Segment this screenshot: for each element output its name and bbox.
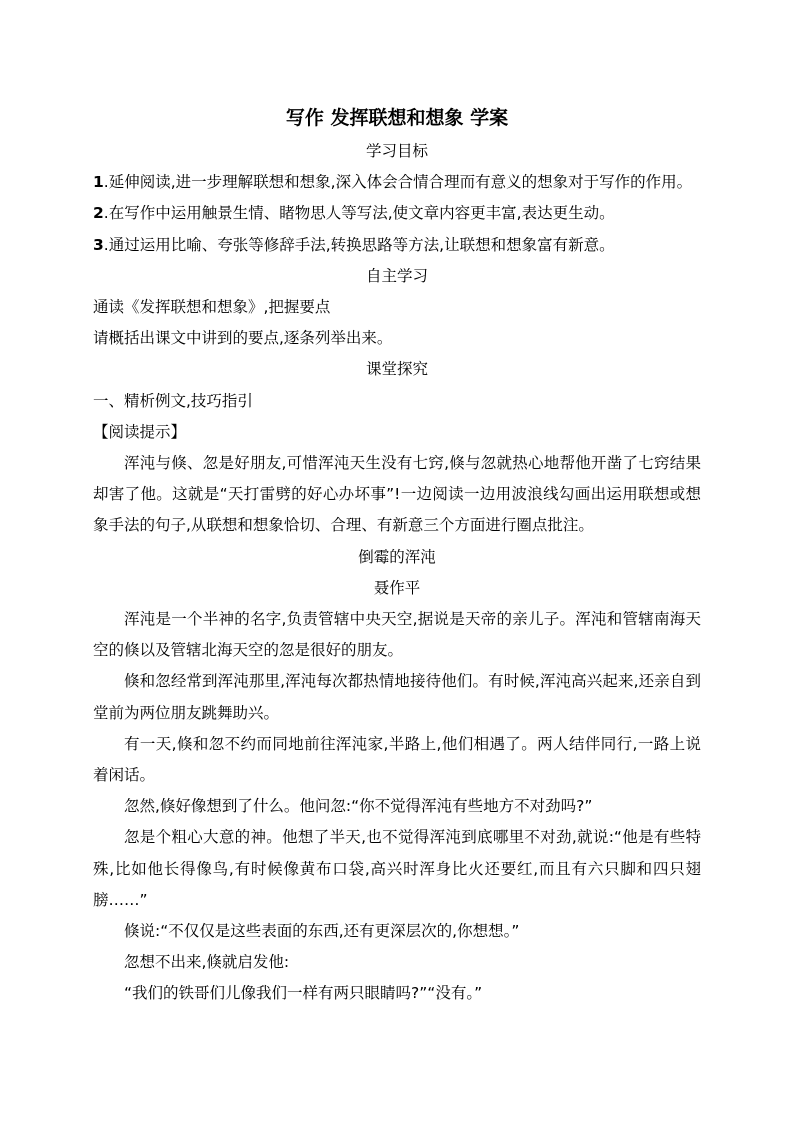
- part1-heading: 一、精析例文,技巧指引: [93, 391, 253, 410]
- goal-number: 3: [93, 235, 104, 254]
- story-title: 倒霉的浑沌: [358, 547, 436, 566]
- goal-number: 1: [93, 173, 104, 192]
- goal-text: .在写作中运用触景生情、睹物思人等写法,使文章内容更丰富,表达更生动。: [103, 204, 615, 223]
- self-study-line-1: 通读《发挥联想和想象》,把握要点: [93, 298, 331, 317]
- goal-item-1: [93, 167, 701, 198]
- goals-heading: 学习目标: [365, 142, 428, 160]
- reading-tip-paragraph: 浑沌与倏、忽是好朋友,可惜浑沌天生没有七窍,倏与忽就热心地帮他开凿了七窍结果却害了他。这就是“天打雷劈的好心办坏事”!一边阅读一边用波浪线勾画出运用联想或想象手法的句子,从联想和想象恰切、合理、有新意三个方面进行圈点批注。: [93, 454, 701, 535]
- self-study-line-2: 请概括出课文中讲到的要点,逐条列举出来。: [93, 329, 393, 348]
- goal-item-3: [93, 230, 701, 261]
- story-paragraph: 有一天,倏和忽不约而同地前往浑沌家,半路上,他们相遇了。两人结伴同行,一路上说着闲话。: [93, 734, 701, 785]
- class-heading: 课堂探究: [365, 360, 428, 379]
- goal-item-2: [93, 198, 701, 229]
- story-paragraph: 忽然,倏好像想到了什么。他问忽:“你不觉得浑沌有些地方不对劲吗?”: [124, 797, 593, 816]
- self-study-heading: 自主学习: [365, 266, 428, 285]
- story-paragraph: 忽是个粗心大意的神。他想了半天,也不觉得浑沌到底哪里不对劲,就说:“他是有些特殊,比如他长得像鸟,有时候像黄布口袋,高兴时浑身比火还要红,而且有六只脚和四只翅膀……”: [93, 828, 701, 909]
- goal-text: .通过运用比喻、夸张等修辞手法,转换思路等方法,让联想和想象富有新意。: [103, 235, 615, 254]
- story-paragraph: 浑沌是一个半神的名字,负责管辖中央天空,据说是天帝的亲儿子。浑沌和管辖南海天空的倏以及管辖北海天空的忽是很好的朋友。: [93, 610, 701, 660]
- story-paragraph: 倏说:“不仅仅是这些表面的东西,还有更深层次的,你想想。”: [124, 922, 520, 941]
- goal-number: 2: [93, 204, 104, 223]
- reading-tip-label: 【阅读提示】: [93, 422, 187, 441]
- story-paragraph: 忽想不出来,倏就启发他:: [124, 953, 290, 972]
- story-author: 聂作平: [373, 578, 421, 597]
- story-paragraph: 倏和忽经常到浑沌那里,浑沌每次都热情地接待他们。有时候,浑沌高兴起来,还亲自到堂前为两位朋友跳舞助兴。: [93, 672, 701, 722]
- page-title: 写作 发挥联想和想象 学案: [285, 107, 509, 129]
- goal-text: .延伸阅读,进一步理解联想和想象,深入体会合情合理而有意义的想象对于写作的作用。: [103, 173, 693, 192]
- story-paragraph: “我们的铁哥们儿像我们一样有两只眼睛吗?”“没有。”: [124, 984, 483, 1003]
